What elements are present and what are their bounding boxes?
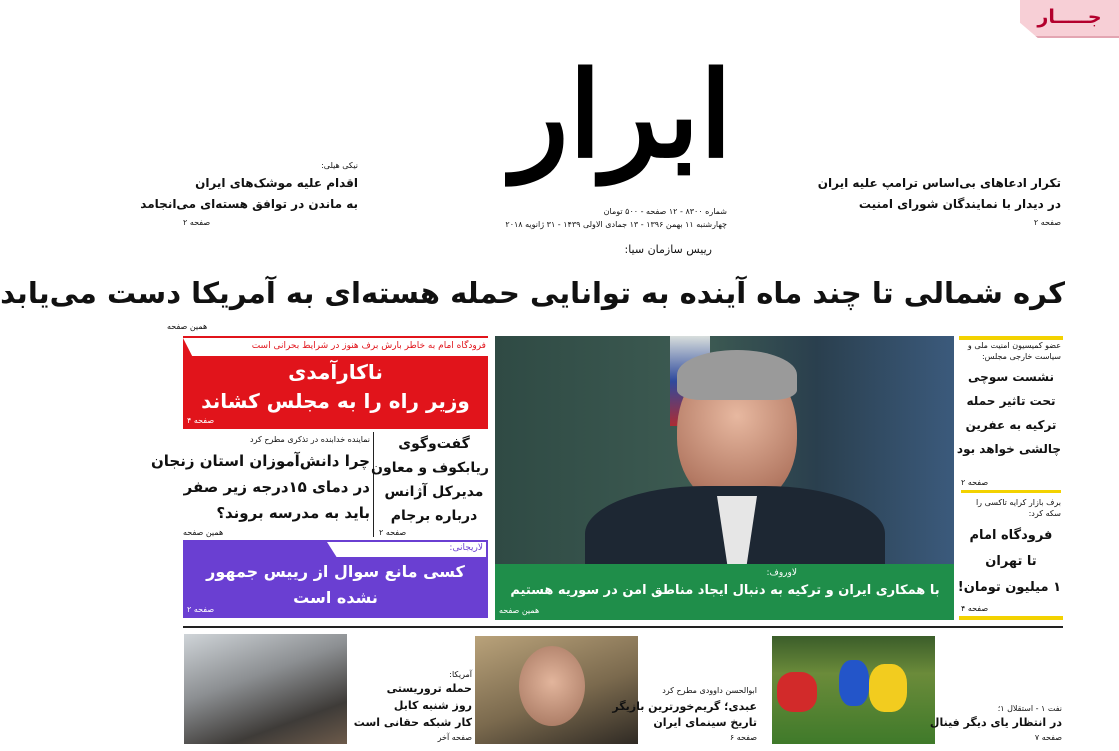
purple-box-kicker: لاریجانی: (449, 543, 483, 553)
bottom1-line1: حمله تروریستی (386, 682, 472, 695)
bottom-rule (183, 626, 1063, 628)
interview-line1: گفت‌وگوی (398, 436, 470, 452)
topright-page: صفحه ۲ (1033, 218, 1061, 227)
bottom2-line1: عبدی؛ گریم‌خورترین بازیگر (612, 700, 757, 713)
red-box-line1: ناکارآمدی (288, 360, 383, 384)
davoudi-face (519, 646, 585, 726)
school-line2: در دمای ۱۵درجه زیر صفر (183, 478, 370, 496)
sidebar1-page: صفحه ۲ (961, 478, 989, 487)
sidebar1-line2: تحت تاثیر حمله (966, 394, 1056, 408)
photo-page: همین صفحه (499, 606, 540, 615)
issue-date: چهارشنبه ۱۱ بهمن ۱۳۹۶ - ۱۳ جمادی الاولی ۱۴۳۹ - ۳۱ ژانویه ۲۰۱۸ (505, 220, 727, 229)
school-line3: باید به مدرسه بروند؟ (216, 504, 370, 522)
bottom1-line3: کار شبکه حقانی است (353, 716, 472, 729)
red-box-kicker: فرودگاه امام به خاطر بارش برف هنوز در شرایط بحرانی است (251, 341, 486, 351)
bottom2-page: صفحه ۶ (729, 733, 757, 742)
kabul-photo (184, 634, 347, 744)
sidebar2-line3: ۱ میلیون تومان! (957, 580, 1061, 595)
sidebar2-line1: فرودگاه امام (969, 528, 1053, 543)
topleft-line1: اقدام علیه موشک‌های ایران (195, 176, 358, 190)
sidebar2-page: صفحه ۴ (961, 604, 989, 613)
player-yellow (869, 664, 907, 712)
school-kicker: نماینده خدابنده در تذکری مطرح کرد (250, 435, 370, 444)
bottom1-line2: روز شنبه کابل (393, 699, 472, 712)
purple-box-line2: نشده است (293, 588, 378, 607)
red-box-page: صفحه ۴ (187, 416, 215, 425)
interview-line4: درباره برجام (390, 508, 478, 524)
corner-label: جـــــار (1037, 6, 1102, 28)
sidebar-kicker-1: عضو کمیسیون امنیت ملی و سیاست خارجی مجلس: (967, 341, 1061, 361)
interview-line2: ریابکوف و معاون (371, 460, 489, 476)
sidebar1-line1: نشست سوچی (968, 370, 1054, 384)
topleft-kicker: نیکی هیلی: (321, 161, 358, 170)
sidebar2-line2: تا تهران (985, 554, 1037, 569)
lavrov-photo (495, 336, 954, 564)
photo-caption: با همکاری ایران و ترکیه به دنبال ایجاد مناطق امن در سوریه هستیم (510, 583, 940, 598)
masthead-logo: ابرار (511, 45, 733, 184)
bottom3-page: صفحه ۷ (1034, 733, 1062, 742)
photo-caption-kicker: لاوروف: (766, 568, 797, 578)
sidebar1-line4: چالشی خواهد بود (956, 442, 1061, 456)
topleft-line2: به ماندن در توافق هسته‌ای می‌انجامد (140, 197, 358, 211)
interview-line3: مدیرکل آژانس (384, 484, 484, 500)
school-line1: چرا دانش‌آموزان استان زنجان (150, 452, 370, 470)
bottom1-page: صفحه آخر (437, 733, 472, 742)
red-box-line2: وزیر راه را به مجلس کشاند (201, 389, 470, 413)
school-page: همین صفحه (183, 528, 224, 537)
player-blue (839, 660, 869, 706)
bottom3-line1: در انتظار یای دیگر فینال (929, 716, 1062, 729)
bottom3-kicker: نفت ۱ - استقلال ۱؛ (997, 704, 1062, 713)
sidebar-kicker-2: برف بازار کرایه تاکسی را سکه کرد: (975, 498, 1061, 518)
main-kicker: رییس سازمان سیا: (624, 243, 712, 256)
issue-info: شماره ۸۳۰۰ - ۱۲ صفحه - ۵۰۰ تومان (603, 207, 727, 216)
bottom2-kicker: ابوالحسن داوودی مطرح کرد (662, 686, 757, 695)
bottom2-line2: تاریخ سینمای ایران (653, 716, 757, 729)
main-page: همین صفحه (167, 322, 208, 331)
sidebar1-line3: ترکیه به عفرین (965, 418, 1057, 432)
sidebar-divider (961, 490, 1061, 493)
topright-line1: تکرار ادعاهای بی‌اساس ترامپ علیه ایران (817, 176, 1061, 190)
main-headline: کره شمالی تا چند ماه آینده به توانایی حمله هسته‌ای به آمریکا دست می‌یابد (0, 276, 1065, 310)
portrait-hair (677, 350, 797, 400)
bottom1-kicker: آمریکا: (449, 670, 472, 679)
interview-page: صفحه ۲ (379, 528, 407, 537)
player-red (777, 672, 817, 712)
purple-box-page: صفحه ۲ (187, 605, 215, 614)
purple-box-line1: کسی مانع سوال از رییس جمهور (206, 562, 465, 581)
topright-line2: در دیدار با نمایندگان شورای امنیت (858, 197, 1061, 211)
topleft-page: صفحه ۲ (183, 218, 211, 227)
column-divider (373, 432, 374, 537)
